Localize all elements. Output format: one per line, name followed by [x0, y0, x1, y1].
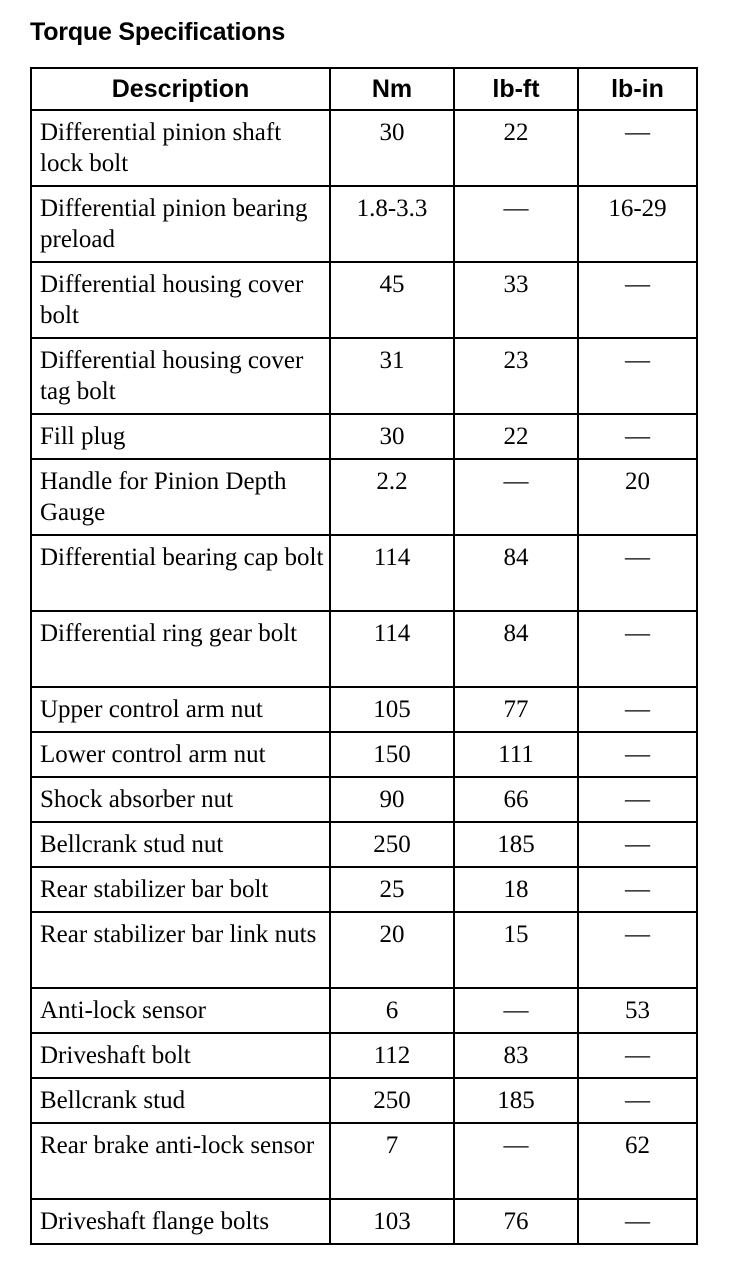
lbft-cell: 66: [454, 777, 578, 822]
table-row: [31, 687, 697, 732]
nm-cell: 7: [330, 1123, 454, 1199]
description-cell: Lower control arm nut: [31, 732, 330, 777]
nm-cell: 250: [330, 1078, 454, 1123]
lbft-cell: 22: [454, 110, 578, 186]
table-row: [31, 414, 697, 459]
table-row: [31, 186, 697, 262]
description-cell: Bellcrank stud nut: [31, 822, 330, 867]
description-cell: Rear stabilizer bar link nuts: [31, 912, 330, 988]
lbin-cell: —: [578, 1078, 697, 1123]
table-row: [31, 1123, 697, 1199]
nm-cell: 2.2: [330, 459, 454, 535]
nm-cell: 114: [330, 611, 454, 687]
nm-cell: 90: [330, 777, 454, 822]
lbin-cell: —: [578, 1033, 697, 1078]
column-header-description: Description: [31, 68, 330, 110]
lbft-cell: 185: [454, 1078, 578, 1123]
lbin-cell: —: [578, 912, 697, 988]
lbin-cell: —: [578, 414, 697, 459]
torque-spec-table: [30, 67, 698, 1245]
description-cell: Differential ring gear bolt: [31, 611, 330, 687]
lbft-cell: 84: [454, 611, 578, 687]
description-cell: Anti-lock sensor: [31, 988, 330, 1033]
table-row: [31, 988, 697, 1033]
lbft-cell: 23: [454, 338, 578, 414]
description-cell: Handle for Pinion Depth Gauge: [31, 459, 330, 535]
description-cell: Fill plug: [31, 414, 330, 459]
table-row: [31, 867, 697, 912]
table-row: [31, 732, 697, 777]
lbin-cell: —: [578, 535, 697, 611]
nm-cell: 25: [330, 867, 454, 912]
lbin-cell: —: [578, 1199, 697, 1244]
table-row: [31, 611, 697, 687]
description-cell: Rear brake anti-lock sensor: [31, 1123, 330, 1199]
nm-cell: 112: [330, 1033, 454, 1078]
table-row: [31, 110, 697, 186]
lbft-cell: 15: [454, 912, 578, 988]
lbin-cell: 62: [578, 1123, 697, 1199]
lbft-cell: 84: [454, 535, 578, 611]
table-row: [31, 777, 697, 822]
lbft-cell: —: [454, 988, 578, 1033]
lbin-cell: 16-29: [578, 186, 697, 262]
nm-cell: 114: [330, 535, 454, 611]
table-row: [31, 338, 697, 414]
description-cell: Differential bearing cap bolt: [31, 535, 330, 611]
lbin-cell: —: [578, 110, 697, 186]
column-header-lbft: lb-ft: [454, 68, 578, 110]
header-row: [31, 68, 697, 110]
table-row: [31, 459, 697, 535]
lbin-cell: 53: [578, 988, 697, 1033]
lbin-cell: —: [578, 262, 697, 338]
lbft-cell: 33: [454, 262, 578, 338]
description-cell: Driveshaft flange bolts: [31, 1199, 330, 1244]
nm-cell: 6: [330, 988, 454, 1033]
description-cell: Differential housing cover tag bolt: [31, 338, 330, 414]
table-row: [31, 1078, 697, 1123]
description-cell: Bellcrank stud: [31, 1078, 330, 1123]
lbin-cell: —: [578, 777, 697, 822]
column-header-lbin: lb-in: [578, 68, 697, 110]
description-cell: Upper control arm nut: [31, 687, 330, 732]
column-header-nm: Nm: [330, 68, 454, 110]
table-row: [31, 535, 697, 611]
page-title: Torque Specifications: [30, 18, 286, 46]
table-row: [31, 262, 697, 338]
table-row: [31, 822, 697, 867]
description-cell: Shock absorber nut: [31, 777, 330, 822]
lbft-cell: 18: [454, 867, 578, 912]
nm-cell: 105: [330, 687, 454, 732]
description-cell: Driveshaft bolt: [31, 1033, 330, 1078]
lbin-cell: 20: [578, 459, 697, 535]
lbin-cell: —: [578, 822, 697, 867]
description-cell: Differential pinion shaft lock bolt: [31, 110, 330, 186]
nm-cell: 30: [330, 414, 454, 459]
description-cell: Differential pinion bearing preload: [31, 186, 330, 262]
nm-cell: 1.8-3.3: [330, 186, 454, 262]
description-cell: Rear stabilizer bar bolt: [31, 867, 330, 912]
nm-cell: 45: [330, 262, 454, 338]
table-row: [31, 912, 697, 988]
nm-cell: 30: [330, 110, 454, 186]
lbft-cell: —: [454, 186, 578, 262]
lbin-cell: —: [578, 732, 697, 777]
description-cell: Differential housing cover bolt: [31, 262, 330, 338]
lbin-cell: —: [578, 611, 697, 687]
lbft-cell: 83: [454, 1033, 578, 1078]
nm-cell: 150: [330, 732, 454, 777]
lbft-cell: —: [454, 459, 578, 535]
lbin-cell: —: [578, 338, 697, 414]
lbft-cell: —: [454, 1123, 578, 1199]
lbin-cell: —: [578, 867, 697, 912]
table-row: [31, 1199, 697, 1244]
lbft-cell: 77: [454, 687, 578, 732]
lbft-cell: 185: [454, 822, 578, 867]
nm-cell: 103: [330, 1199, 454, 1244]
nm-cell: 31: [330, 338, 454, 414]
nm-cell: 250: [330, 822, 454, 867]
lbft-cell: 111: [454, 732, 578, 777]
lbin-cell: —: [578, 687, 697, 732]
table-row: [31, 1033, 697, 1078]
lbft-cell: 22: [454, 414, 578, 459]
lbft-cell: 76: [454, 1199, 578, 1244]
nm-cell: 20: [330, 912, 454, 988]
